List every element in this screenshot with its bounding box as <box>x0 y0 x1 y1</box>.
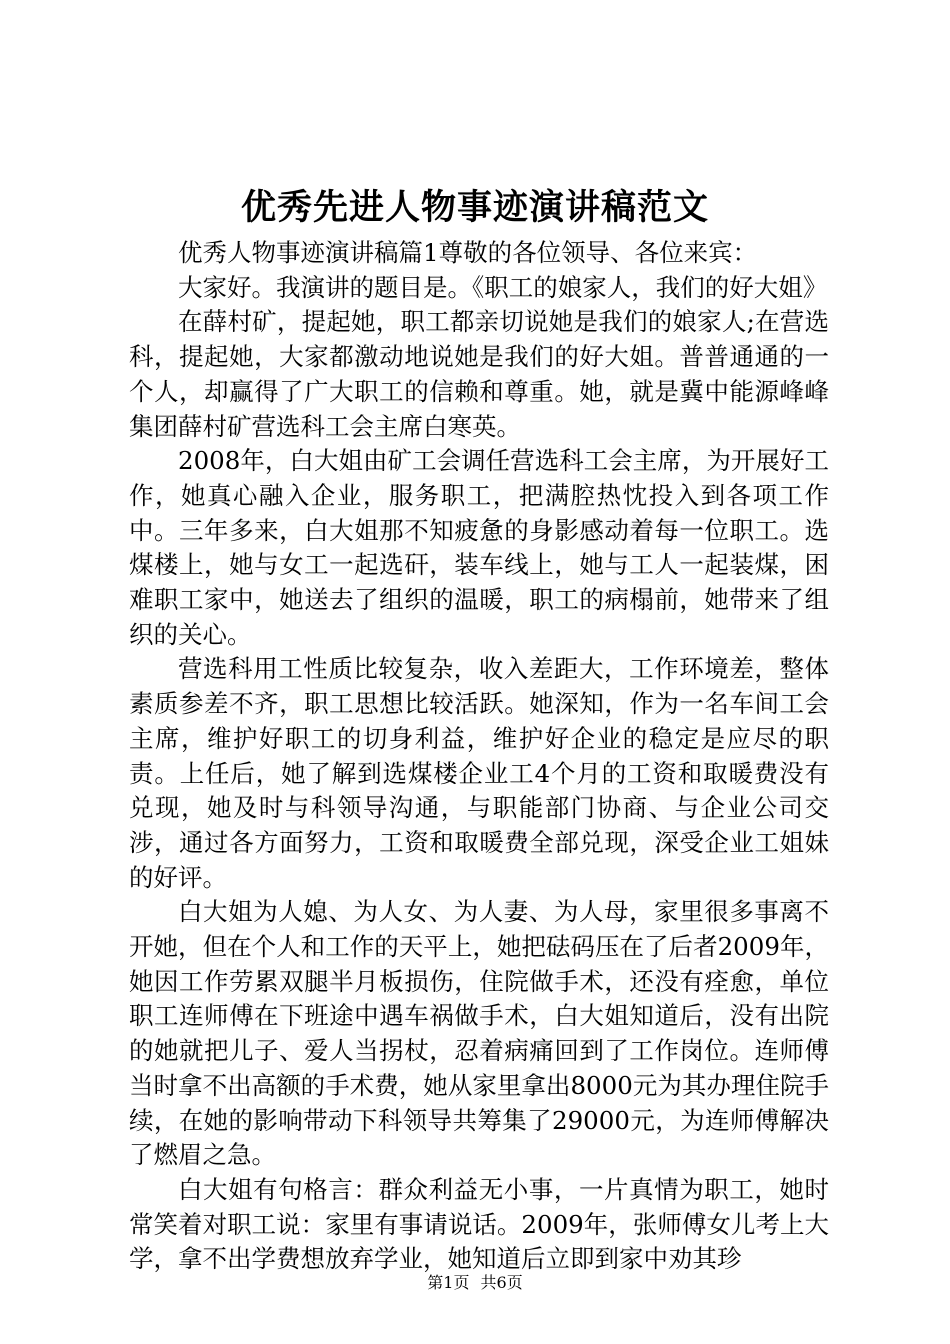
document-body <box>129 236 829 1277</box>
page-number: 第1页 共6页 <box>427 1273 523 1292</box>
paragraph: 优秀人物事迹演讲稿篇1尊敬的各位领导、各位来宾： <box>178 238 758 267</box>
paragraph: 大家好。我演讲的题目是。《职工的娘家人，我们的好大姐》 <box>178 272 828 302</box>
paragraph: 2008年，白大姐由矿工会调任营选科工会主席，为开展好工作，她真心融入企业，服务职工，把满腔热忱投入到各项工作中。三年多来，白大姐那不知疲惫的身影感动着每一位职工。选煤楼上，她与女工一起选矸，装车线上，她与工人一起装煤，困难职工家中，她送去了组织的温暖，职工的病榻前，她带来了组织的关心。 <box>129 446 829 649</box>
page-title: 优秀先进人物事迹演讲稿范文 <box>240 187 709 228</box>
paragraph: 白大姐为人媳、为人女、为人妻、为人母，家里很多事离不开她，但在个人和工作的天平上，她把砝码压在了后者2009年，她因工作劳累双腿半月板损伤，住院做手术，还没有痊愈，单位职工连师傅在下班途中遇车祸做手术，白大姐知道后，没有出院的她就把儿子、爱人当拐杖，忍着病痛回到了工作岗位。连师傅当时拿不出高额的手术费，她从家里拿出8000元为其办理住院手续，在她的影响带动下科领导共筹集了29000元，为连师傅解决了燃眉之急。 <box>129 897 829 1170</box>
paragraph: 在薛村矿，提起她，职工都亲切说她是我们的娘家人;在营选科，提起她，大家都激动地说她是我们的好大姐。普普通通的一个人，却赢得了广大职工的信赖和尊重。她，就是冀中能源峰峰集团薛村矿营选科工会主席白寒英。 <box>129 307 829 441</box>
paragraph: 白大姐有句格言：群众利益无小事，一片真情为职工，她时常笑着对职工说：家里有事请说话。2009年，张师傅女儿考上大学，拿不出学费想放弃学业，她知道后立即到家中劝其珍 <box>129 1174 829 1274</box>
paragraph: 营选科用工性质比较复杂，收入差距大，工作环境差，整体素质参差不齐，职工思想比较活跃。她深知，作为一名车间工会主席，维护好职工的切身利益，维护好企业的稳定是应尽的职责。上任后，她了解到选煤楼企业工4个月的工资和取暖费没有兑现，她及时与科领导沟通，与职能部门协商、与企业公司交涉，通过各方面努力，工资和取暖费全部兑现，深受企业工姐妹的好评。 <box>129 654 829 892</box>
